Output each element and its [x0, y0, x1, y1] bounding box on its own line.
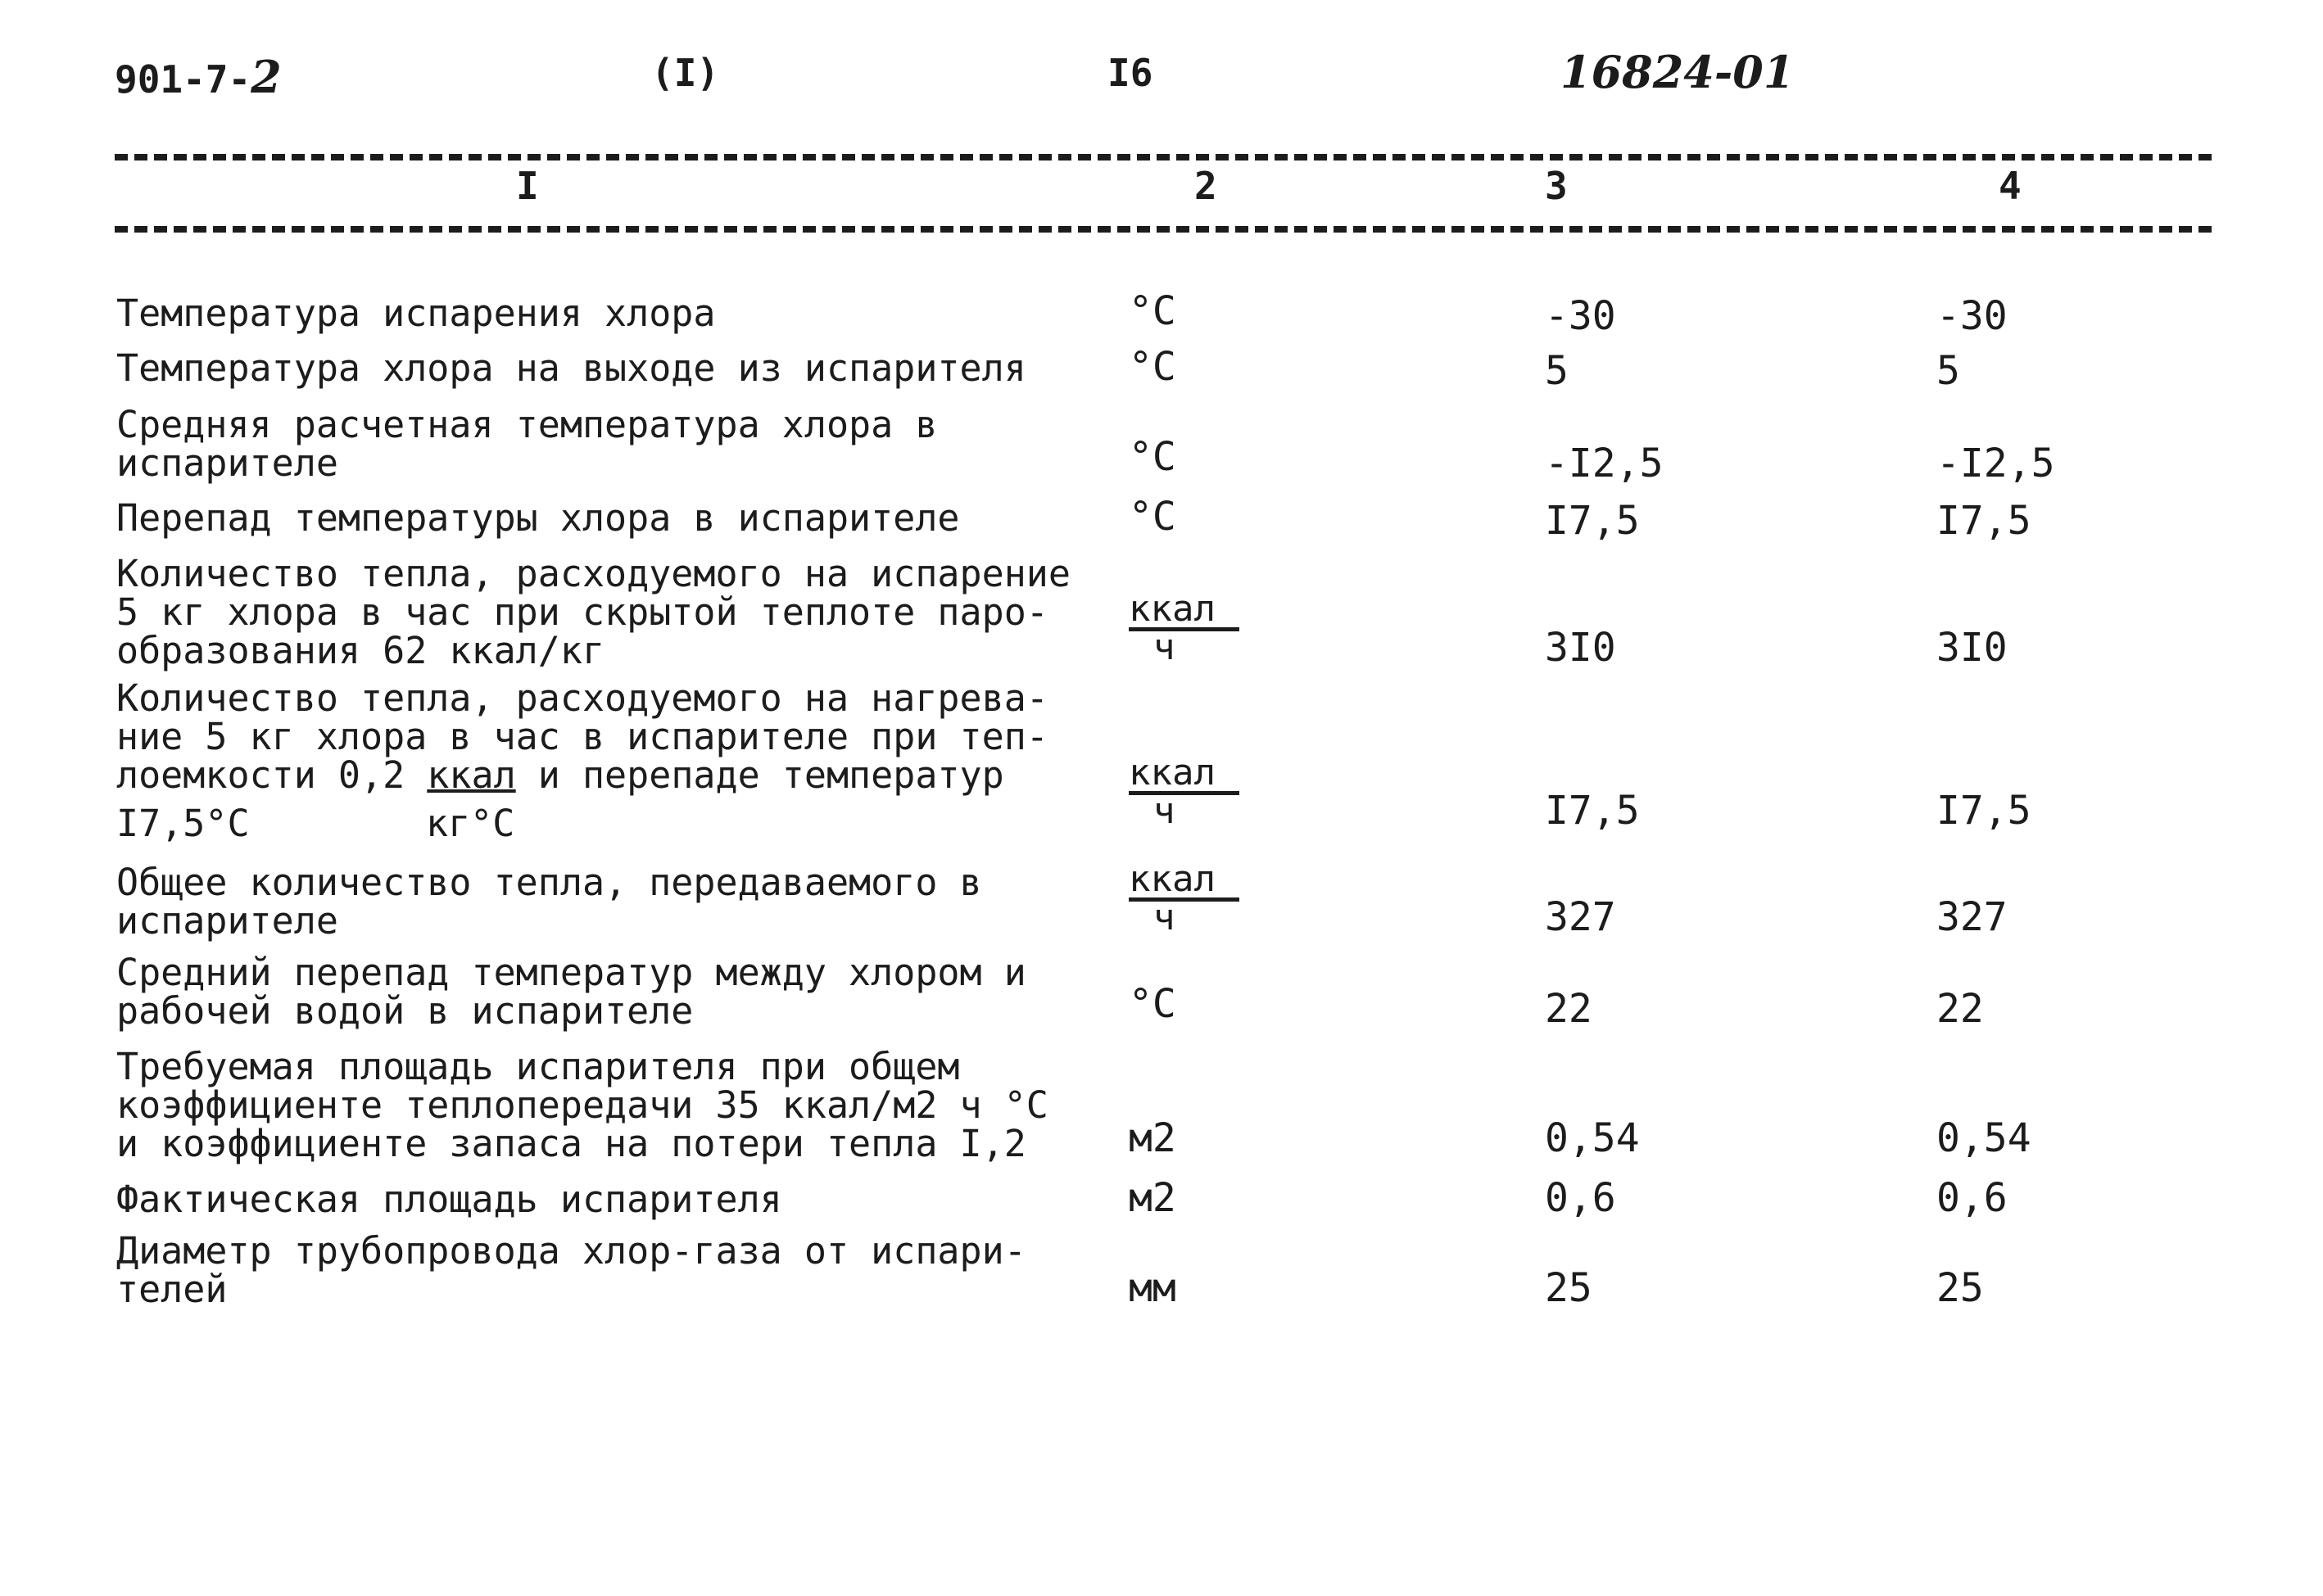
row-label-line-1: Требуемая площадь испарителя при общем	[116, 1045, 960, 1088]
row-value-4: -I2,5	[1936, 441, 2055, 486]
row-value-3: 0,54	[1545, 1115, 1640, 1161]
column-header-4: 4	[1999, 164, 2022, 208]
row-value-4: 5	[1936, 348, 1960, 394]
row-value-4: I7,5	[1936, 788, 2031, 834]
row-label-line-1: Средний перепад температур между хлором и	[116, 951, 1026, 994]
row-label-line-2: коэффициенте теплопередачи 35 ккал/м2 ч °C	[116, 1083, 1048, 1127]
row-value-3: I7,5	[1545, 788, 1640, 834]
drawing-code-handwritten: 2	[251, 51, 282, 103]
row-label-line-3: лоемкости 0,2 ккал и перепаде температур	[116, 753, 1004, 797]
row-value-3: 0,6	[1545, 1175, 1616, 1221]
row-label-line-1: Диаметр трубопровода хлор-газа от испари-	[116, 1229, 1026, 1273]
row-value-3: 22	[1545, 986, 1592, 1032]
row-value-4: -30	[1936, 293, 2008, 339]
row-value-3: -30	[1545, 293, 1616, 339]
part-number: (I)	[651, 51, 720, 95]
header-rule-bottom	[115, 226, 2212, 233]
row-value-4: 0,6	[1936, 1175, 2008, 1221]
document-number: 16824-01	[1560, 46, 1795, 98]
row-value-4: I7,5	[1936, 498, 2031, 544]
row-value-3: 3I0	[1545, 625, 1616, 671]
row-unit: м2	[1129, 1115, 1176, 1161]
row-value-3: 25	[1545, 1265, 1592, 1311]
row-label-line-4b: кг°C	[426, 802, 515, 845]
row-label: Перепад температуры хлора в испарителе	[116, 496, 960, 540]
row-unit: °C	[1129, 344, 1176, 390]
row-unit: м2	[1129, 1175, 1176, 1221]
row-label-line-3: и коэффициенте запаса на потери тепла I,2	[116, 1122, 1026, 1165]
row-value-3: 5	[1545, 348, 1569, 394]
row-label-line-1: Общее количество тепла, передаваемого в	[116, 861, 982, 904]
row-value-4: 3I0	[1936, 625, 2008, 671]
header-rule-top	[115, 154, 2212, 161]
row-unit: мм	[1129, 1265, 1176, 1311]
row-value-4: 0,54	[1936, 1115, 2031, 1161]
row-value-3: -I2,5	[1545, 441, 1664, 486]
row-unit-fraction	[1129, 752, 1243, 832]
row-label-line-4a: I7,5°C	[116, 802, 250, 845]
row-label-line-1: Количество тепла, расходуемого на нагрева-	[116, 676, 1048, 720]
row-label-line-2: 5 кг хлора в час при скрытой теплоте паро-	[116, 590, 1048, 634]
row-label: Температура хлора на выходе из испарителя	[116, 346, 1026, 390]
unit-numerator: ккал	[1129, 755, 1239, 795]
unit-denominator: ч	[1153, 897, 1175, 938]
row-label-line-2: испарителе	[116, 899, 338, 943]
row-label-line-2: рабочей водой в испарителе	[116, 989, 694, 1033]
column-header-1: I	[516, 164, 539, 208]
row-value-4: 22	[1936, 986, 1984, 1032]
unit-denominator: ч	[1153, 790, 1175, 832]
unit-denominator: ч	[1153, 626, 1175, 668]
row-label-line-2: ние 5 кг хлора в час в испарителе при теп-	[116, 715, 1048, 758]
row-unit-fraction	[1129, 858, 1243, 938]
column-header-2: 2	[1194, 164, 1217, 208]
row-unit: °C	[1129, 494, 1176, 540]
row-unit: °C	[1129, 288, 1176, 334]
unit-numerator: ккал	[1129, 591, 1239, 631]
row-label-line-1: Количество тепла, расходуемого на испарение	[116, 552, 1071, 595]
row-unit-fraction	[1129, 588, 1243, 668]
row-value-4: 327	[1936, 894, 2008, 940]
row-label: Фактическая площадь испарителя	[116, 1178, 782, 1221]
page-number: I6	[1107, 51, 1153, 95]
drawing-code: 901-7-2	[115, 51, 282, 103]
row-value-4: 25	[1936, 1265, 1984, 1311]
row-label-line-1: Средняя расчетная температура хлора в	[116, 403, 938, 446]
column-header-3: 3	[1545, 164, 1568, 208]
row-label-line-3: образования 62 ккал/кг	[116, 629, 605, 672]
row-unit: °C	[1129, 981, 1176, 1027]
row-label: Температура испарения хлора	[116, 292, 716, 335]
row-value-3: 327	[1545, 894, 1616, 940]
unit-numerator: ккал	[1129, 861, 1239, 902]
row-label-line-2: испарителе	[116, 441, 338, 485]
row-value-3: I7,5	[1545, 498, 1640, 544]
row-label-line-2: телей	[116, 1268, 228, 1311]
row-unit: °C	[1129, 434, 1176, 480]
